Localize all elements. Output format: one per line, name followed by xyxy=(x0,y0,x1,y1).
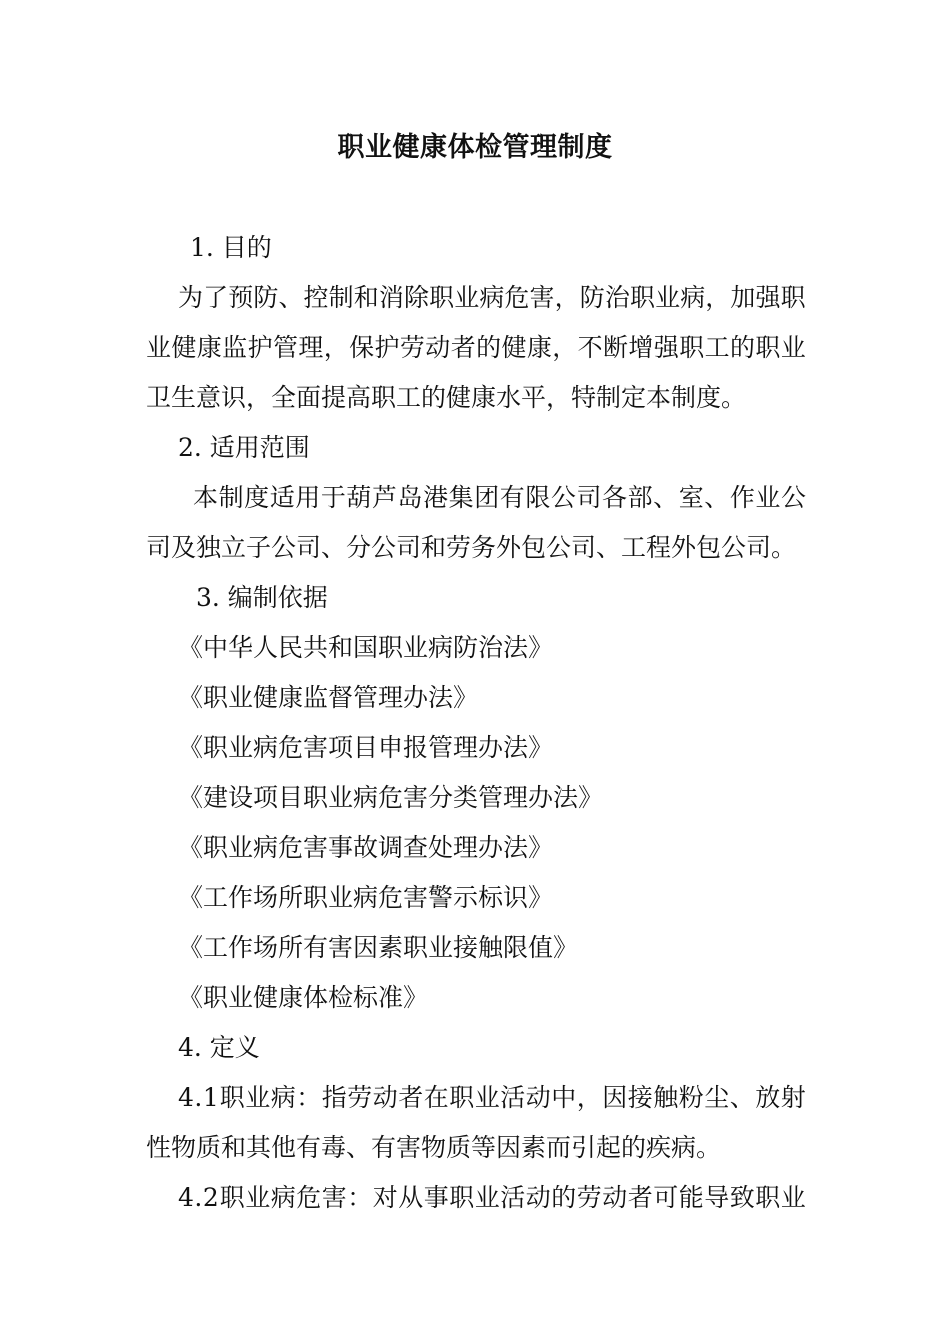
glyph: 危 xyxy=(296,1183,322,1212)
paragraph-line xyxy=(178,1082,806,1114)
reference-item: 《工作场所有害因素职业接触限值》 xyxy=(178,933,579,962)
glyph: 护 xyxy=(374,333,400,362)
glyph: 不 xyxy=(577,333,603,362)
glyph: 能 xyxy=(678,1183,704,1212)
paragraph-line xyxy=(178,282,806,314)
glyph: . xyxy=(194,1083,203,1112)
glyph: 各 xyxy=(602,483,628,512)
glyph: 保 xyxy=(349,333,375,362)
glyph: ， xyxy=(552,333,578,362)
glyph: 事 xyxy=(423,1183,449,1212)
glyph: 适 xyxy=(269,483,295,512)
glyph: 业 xyxy=(755,483,781,512)
glyph: 健 xyxy=(501,333,527,362)
reference-item: 《职业健康监督管理办法》 xyxy=(178,683,479,712)
glyph: 者 xyxy=(450,333,476,362)
glyph: 有 xyxy=(499,483,525,512)
glyph: ： xyxy=(296,1083,322,1112)
glyph: 于 xyxy=(320,483,346,512)
glyph: 职 xyxy=(449,1183,475,1212)
glyph: 职 xyxy=(219,1183,245,1212)
glyph: 加 xyxy=(730,283,756,312)
glyph: 职 xyxy=(755,333,781,362)
glyph: 业 xyxy=(245,1183,271,1212)
glyph: 为 xyxy=(178,283,204,312)
glyph: 职 xyxy=(780,283,806,312)
glyph: 业 xyxy=(245,1083,271,1112)
glyph: 业 xyxy=(780,1183,806,1212)
glyph: 工 xyxy=(704,333,730,362)
glyph: 了 xyxy=(203,283,229,312)
glyph: 活 xyxy=(500,1183,526,1212)
glyph: 业 xyxy=(454,283,480,312)
glyph: 职 xyxy=(755,1183,781,1212)
glyph: 1 xyxy=(202,1083,219,1112)
glyph: 本 xyxy=(193,483,219,512)
glyph: 强 xyxy=(755,283,781,312)
glyph: 劳 xyxy=(399,333,425,362)
glyph: 职 xyxy=(429,283,455,312)
glyph: 作 xyxy=(729,483,755,512)
glyph: 动 xyxy=(372,1083,398,1112)
glyph: 触 xyxy=(653,1083,679,1112)
glyph: 公 xyxy=(550,483,576,512)
glyph: 、 xyxy=(729,1083,755,1112)
glyph: 的 xyxy=(551,1183,577,1212)
paragraph-line xyxy=(193,482,806,514)
glyph: 可 xyxy=(653,1183,679,1212)
glyph: 者 xyxy=(398,1083,424,1112)
glyph: 业 xyxy=(146,333,172,362)
glyph: 病 xyxy=(680,283,706,312)
glyph: 业 xyxy=(474,1183,500,1212)
glyph: 芦 xyxy=(371,483,397,512)
glyph: 的 xyxy=(729,333,755,362)
glyph: 护 xyxy=(247,333,273,362)
section-heading-scope: 2. 适用范围 xyxy=(178,433,310,462)
glyph: 放 xyxy=(755,1083,781,1112)
glyph: 活 xyxy=(500,1083,526,1112)
reference-item: 《建设项目职业病危害分类管理办法》 xyxy=(178,783,604,812)
glyph: ， xyxy=(576,1083,602,1112)
glyph: 动 xyxy=(602,1183,628,1212)
glyph: 从 xyxy=(398,1183,424,1212)
glyph: 康 xyxy=(196,333,222,362)
glyph: 港 xyxy=(423,483,449,512)
glyph: 制 xyxy=(328,283,354,312)
glyph: 、 xyxy=(278,283,304,312)
glyph: 动 xyxy=(425,333,451,362)
glyph: ， xyxy=(323,333,349,362)
glyph: 公 xyxy=(780,483,806,512)
reference-item: 《中华人民共和国职业病防治法》 xyxy=(178,633,554,662)
paragraph-line: 卫生意识，全面提高职工的健康水平，特制定本制度。 xyxy=(146,383,747,412)
paragraph-line xyxy=(146,332,806,364)
glyph: 控 xyxy=(303,283,329,312)
glyph: 葫 xyxy=(346,483,372,512)
section-heading-definitions: 4. 定义 xyxy=(178,1033,260,1062)
glyph: 2 xyxy=(202,1183,219,1212)
glyph: 理 xyxy=(298,333,324,362)
glyph: 因 xyxy=(602,1083,628,1112)
paragraph-line: 司及独立子公司、分公司和劳务外包公司、工程外包公司。 xyxy=(146,533,797,562)
section-heading-basis: 3. 编制依据 xyxy=(196,583,328,612)
glyph: 度 xyxy=(244,483,270,512)
glyph: 业 xyxy=(474,1083,500,1112)
glyph: 4 xyxy=(178,1083,194,1112)
glyph: 对 xyxy=(372,1183,398,1212)
glyph: 用 xyxy=(295,483,321,512)
glyph: 职 xyxy=(449,1083,475,1112)
reference-item: 《职业病危害项目申报管理办法》 xyxy=(178,733,554,762)
glyph: 除 xyxy=(403,283,429,312)
glyph: 康 xyxy=(526,333,552,362)
glyph: 4 xyxy=(178,1183,194,1212)
glyph: 业 xyxy=(655,283,681,312)
glyph: ： xyxy=(347,1183,373,1212)
glyph: 病 xyxy=(270,1183,296,1212)
glyph: 劳 xyxy=(347,1083,373,1112)
glyph: 室 xyxy=(678,483,704,512)
glyph: 导 xyxy=(704,1183,730,1212)
glyph: 限 xyxy=(525,483,551,512)
glyph: 集 xyxy=(448,483,474,512)
glyph: 病 xyxy=(479,283,505,312)
glyph: 职 xyxy=(679,333,705,362)
glyph: 健 xyxy=(171,333,197,362)
glyph: 射 xyxy=(780,1083,806,1112)
glyph: . xyxy=(194,1183,203,1212)
glyph: 中 xyxy=(551,1083,577,1112)
glyph: 在 xyxy=(423,1083,449,1112)
glyph: 制 xyxy=(218,483,244,512)
glyph: 预 xyxy=(228,283,254,312)
reference-item: 《工作场所职业病危害警示标识》 xyxy=(178,883,554,912)
glyph: 接 xyxy=(627,1083,653,1112)
glyph: 尘 xyxy=(704,1083,730,1112)
reference-item: 《职业病危害事故调查处理办法》 xyxy=(178,833,554,862)
glyph: 病 xyxy=(270,1083,296,1112)
document-title: 职业健康体检管理制度 xyxy=(337,132,613,163)
glyph: 管 xyxy=(272,333,298,362)
glyph: 的 xyxy=(476,333,502,362)
glyph: 消 xyxy=(378,283,404,312)
glyph: 岛 xyxy=(397,483,423,512)
glyph: 职 xyxy=(219,1083,245,1112)
glyph: 害 xyxy=(321,1183,347,1212)
glyph: 劳 xyxy=(576,1183,602,1212)
glyph: 者 xyxy=(627,1183,653,1212)
glyph: ， xyxy=(554,283,580,312)
paragraph-line: 性物质和其他有毒、有害物质等因素而引起的疾病。 xyxy=(146,1133,722,1162)
glyph: 监 xyxy=(222,333,248,362)
glyph: 防 xyxy=(579,283,605,312)
glyph: 防 xyxy=(253,283,279,312)
glyph: 指 xyxy=(321,1083,347,1112)
glyph: 和 xyxy=(353,283,379,312)
glyph: 害 xyxy=(529,283,555,312)
paragraph-line xyxy=(178,1182,806,1214)
glyph: 职 xyxy=(629,283,655,312)
glyph: 治 xyxy=(604,283,630,312)
glyph: 司 xyxy=(576,483,602,512)
glyph: 动 xyxy=(525,1183,551,1212)
section-heading-purpose: 1. 目的 xyxy=(190,233,272,262)
glyph: 粉 xyxy=(678,1083,704,1112)
glyph: 增 xyxy=(628,333,654,362)
glyph: 、 xyxy=(653,483,679,512)
reference-item: 《职业健康体检标准》 xyxy=(178,983,429,1012)
glyph: 部 xyxy=(627,483,653,512)
glyph: 断 xyxy=(603,333,629,362)
glyph: 危 xyxy=(504,283,530,312)
glyph: 业 xyxy=(780,333,806,362)
glyph: 团 xyxy=(474,483,500,512)
glyph: 、 xyxy=(704,483,730,512)
glyph: 强 xyxy=(653,333,679,362)
glyph: ， xyxy=(705,283,731,312)
glyph: 致 xyxy=(729,1183,755,1212)
glyph: 动 xyxy=(525,1083,551,1112)
